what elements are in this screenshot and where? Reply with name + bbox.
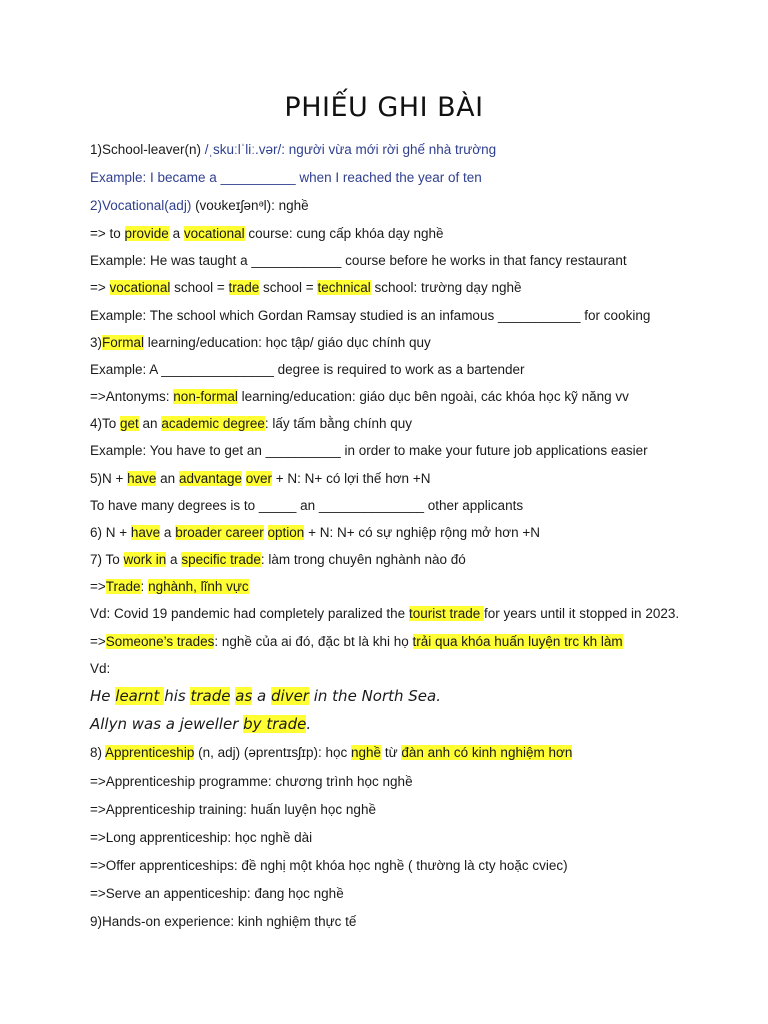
highlighted-term: specific trade [181,552,261,567]
line-2 [90,169,730,187]
text-segment: Example: You have to get an __________ in order to make your future job applications easier [90,443,648,458]
text-segment: 1)School-leaver(n) [90,142,205,157]
highlighted-term: diver [271,687,309,705]
line-23 [90,744,730,762]
highlighted-term: đàn anh có kinh nghiệm hơn [401,745,573,760]
highlighted-term: Trade [105,579,141,594]
highlighted-term: trải qua khóa huấn luyện trc kh làm [412,634,623,649]
text-segment: . [306,715,312,733]
highlighted-term: vocational [109,280,171,295]
text-segment: 7) To [90,552,124,567]
text-segment: => [90,579,106,594]
line-25 [90,801,730,819]
line-3 [90,197,730,215]
text-segment: => to [90,226,125,241]
line-10 [90,388,730,406]
text-segment: learning/education: giáo dục bên ngoài, các khóa học kỹ năng vv [237,389,629,404]
text-segment: => [90,280,110,295]
text-segment: =>Apprenticeship programme: chương trình học nghề [90,774,413,789]
line-22 [90,715,730,733]
text-segment: từ [381,745,402,760]
line-11 [90,415,730,433]
line-24 [90,773,730,791]
highlighted-term: option [267,525,305,540]
highlighted-term: advantage [178,471,243,486]
highlighted-term: learnt [115,687,165,705]
highlighted-term: as [235,687,253,705]
line-28 [90,885,730,903]
line-17 [90,578,730,596]
text-segment: a [252,687,271,705]
highlighted-term: by trade [243,715,307,733]
line-29 [90,913,730,931]
line-18 [90,605,730,623]
highlighted-term: trade [190,687,231,705]
line-5 [90,252,730,270]
line-4 [90,225,730,243]
line-9 [90,361,730,379]
highlighted-term: vocational [183,226,245,241]
text-segment: 8) [90,745,106,760]
line-6 [90,279,730,297]
line-12 [90,442,730,460]
text-segment: /ˌskuːlˈliː.vər/: người vừa mới rời ghế nhà trường [204,142,497,157]
highlighted-term: non-formal [173,389,238,404]
text-segment: + N: N+ có lợi thế hơn +N [272,471,431,486]
line-20 [90,660,730,678]
line-1 [90,141,730,159]
highlighted-term: broader career [175,525,264,540]
line-8 [90,334,730,352]
text-segment: school = [259,280,318,295]
text-segment: (n, adj) (əprentɪsʃɪp): học [194,745,352,760]
text-segment: in the North Sea. [308,687,441,705]
highlighted-term: nghành, lĩnh vực [148,579,249,594]
highlighted-term: Apprenticeship [105,745,195,760]
text-segment: : lấy tấm bằng chính quy [264,416,412,431]
highlighted-term: Formal [102,335,145,350]
text-segment: =>Serve an appenticeship: đang học nghề [90,886,344,901]
text-segment: (voʊkeɪʃənᵊl): nghề [195,198,309,213]
text-segment: a [168,226,184,241]
text-segment: Example: I became a __________ when I reached the year of ten [90,170,482,185]
text-segment [264,525,268,540]
text-segment: + N: N+ có sự nghiệp rộng mở hơn +N [304,525,541,540]
text-segment: Vd: [90,661,111,676]
text-segment: 2)Vocational(adj) [90,198,196,213]
text-segment: Example: The school which Gordan Ramsay studied is an infamous ___________ for cooking [90,308,651,323]
line-27 [90,857,730,875]
line-21 [90,687,730,705]
highlighted-term: trade [228,280,260,295]
text-segment: an [138,416,162,431]
text-segment: To have many degrees is to _____ an ______________ other applicants [90,498,524,513]
text-segment: : nghề của ai đó, đặc bt là khi họ [214,634,413,649]
text-segment: =>Long apprenticeship: học nghề dài [90,830,313,845]
text-segment: an [156,471,179,486]
text-segment: Allyn was a jeweller [90,715,244,733]
highlighted-term: nghề [351,745,382,760]
highlighted-term: have [127,471,157,486]
text-segment: Example: A _______________ degree is required to work as a bartender [90,362,525,377]
text-segment: school: trường dạy nghề [370,280,522,295]
line-16 [90,551,730,569]
text-segment: school = [170,280,229,295]
highlighted-term: over [245,471,273,486]
text-segment: 9)Hands-on experience: kinh nghiệm thực tế [90,914,357,929]
text-segment: 3) [90,335,103,350]
text-segment: a [160,525,176,540]
highlighted-term: tourist trade [408,606,484,621]
text-segment: 5)N + [90,471,128,486]
text-segment: 6) N + [90,525,131,540]
highlighted-term: work in [123,552,167,567]
text-segment: =>Offer apprenticeships: đề nghị một khóa học nghề ( thường là cty hoặc cviec) [90,858,568,873]
highlighted-term: academic degree [161,416,265,431]
text-segment: for years until it stopped in 2023. [483,606,680,621]
page-title: PHIẾU GHI BÀI [284,92,484,123]
line-26 [90,829,730,847]
text-segment: : [140,579,149,594]
text-segment: : làm trong chuyên nghành nào đó [260,552,466,567]
text-segment: a [166,552,182,567]
text-segment: 4)To [90,416,121,431]
highlighted-term: Someone’s trades [105,634,215,649]
line-14 [90,497,730,515]
highlighted-term: provide [124,226,169,241]
line-19 [90,633,730,651]
text-segment: =>Antonyms: [90,389,174,404]
text-segment: Example: He was taught a ____________ course before he works in that fancy restaurant [90,253,627,268]
line-15 [90,524,730,542]
text-segment: => [90,634,106,649]
text-segment: =>Apprenticeship training: huấn luyện học nghề [90,802,376,817]
highlighted-term: get [120,416,139,431]
line-7 [90,307,730,325]
highlighted-term: have [130,525,161,540]
line-13 [90,470,730,488]
text-segment: his [164,687,191,705]
text-segment: He [90,687,116,705]
highlighted-term: technical [317,280,371,295]
text-segment: learning/education: học tập/ giáo dục chính quy [144,335,431,350]
text-segment: Vd: Covid 19 pandemic had completely paralized the [90,606,409,621]
text-segment: course: cung cấp khóa dạy nghề [244,226,444,241]
